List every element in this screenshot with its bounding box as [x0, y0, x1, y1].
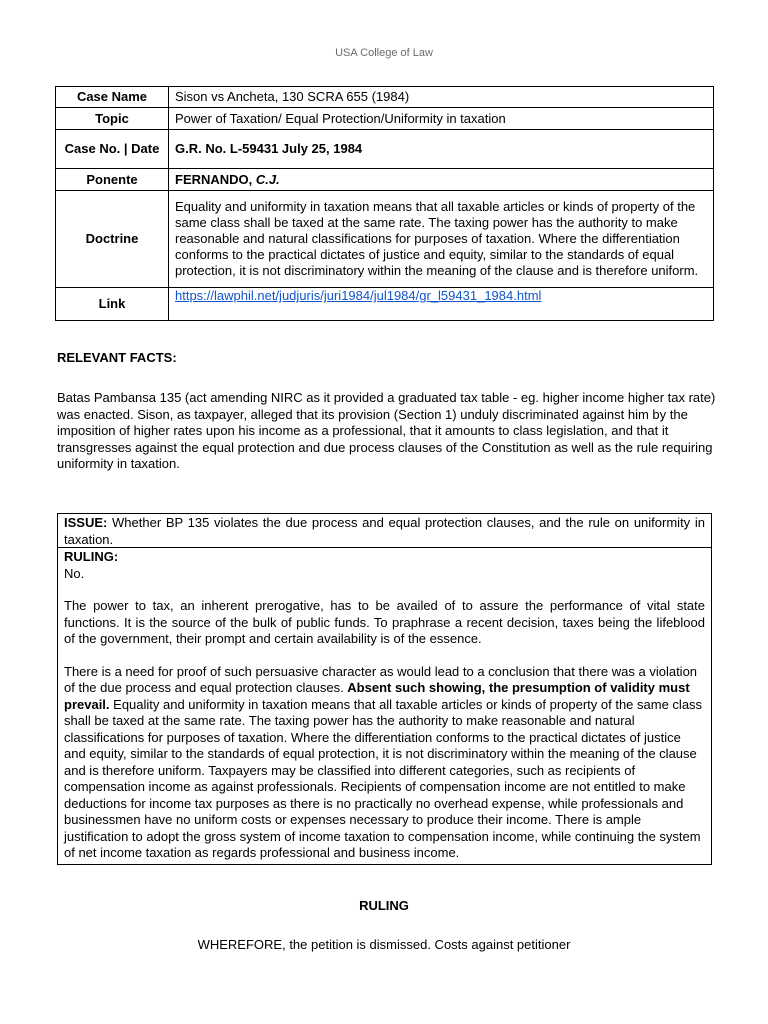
ponente-value	[169, 169, 714, 191]
case-no-row	[56, 130, 714, 169]
doctrine-value	[169, 191, 714, 288]
topic-value: Power of Taxation/ Equal Protection/Uniformity in taxation	[169, 108, 714, 130]
doctrine-text: Equality and uniformity in taxation means that all taxable articles or kinds of property of the same class shall be taxed at the same rate. The taxing power has the authority to make reasonable and natural classifications for purposes of taxation. Where the differentiation conforms to the practical dictates of justice and equity, similar to the standards of equal protection, it is not discriminatory within the meaning of the clause and is therefore uniform.	[175, 199, 699, 278]
ponente-row	[56, 169, 714, 191]
topic-label: Topic	[56, 108, 169, 130]
relevant-facts-heading: RELEVANT FACTS:	[57, 350, 177, 365]
ruling-short-answer: No.	[64, 565, 85, 581]
disposition-text: WHEREFORE, the petition is dismissed. Costs against petitioner	[197, 937, 571, 952]
case-name-row	[56, 87, 714, 108]
doctrine-label: Doctrine	[56, 191, 169, 288]
case-name-label: Case Name	[56, 87, 169, 108]
case-no-label: Case No. | Date	[56, 130, 169, 169]
case-summary-table	[55, 86, 714, 321]
ruling-paragraph-2	[64, 664, 705, 862]
ponente-name: FERNANDO,	[175, 171, 256, 187]
ruling-paragraph-2-start: There is a need for proof of such persuasive character as would lead to a conclusion that there was a violation of the due process and equal protection clauses.	[64, 663, 698, 695]
ruling-heading: RULING	[359, 898, 409, 913]
link-row	[56, 288, 714, 321]
case-link[interactable]: https://lawphil.net/judjuris/juri1984/jul1984/gr_l59431_1984.html	[175, 288, 542, 303]
case-no-value: G.R. No. L-59431 July 25, 1984	[169, 130, 714, 169]
ruling-paragraph-1: The power to tax, an inherent prerogative, has to be availed of to assure the performance of vital state functions. It is the source of the bulk of public funds. To praphrase a recent decision, taxes being the lifeblood of the government, their prompt and certain availability is of the essence.	[64, 598, 705, 646]
issue-section	[58, 514, 711, 548]
topic-row	[56, 108, 714, 130]
ponente-label: Ponente	[56, 169, 169, 191]
ruling-paragraph-2-bold: Absent such showing, the presumption of validity must prevail.	[64, 680, 690, 712]
issue-text: Whether BP 135 violates the due process and equal protection clauses, and the rule on uniformity in taxation.	[64, 515, 705, 547]
ruling-label: RULING:	[64, 549, 119, 564]
ruling-section	[58, 548, 711, 864]
relevant-facts-text: Batas Pambansa 135 (act amending NIRC as it provided a graduated tax table - eg. higher income higher tax rate) was enacted. Sison, as taxpayer, alleged that its provision (Section 1) unduly discriminated against him by the imposition of higher rates upon his income as a professional, that it amounts to class legislation, and that it transgresses against the equal protection and due process clauses of the Constitution as well as the rule requiring uniformity in taxation.	[57, 390, 716, 471]
ponente-title: C.J.	[255, 171, 280, 187]
issue-label: ISSUE:	[64, 515, 108, 530]
document-header: USA College of Law	[335, 47, 433, 59]
issue-ruling-box	[57, 513, 712, 865]
link-value	[169, 288, 714, 321]
link-label: Link	[56, 288, 169, 321]
case-name-value: Sison vs Ancheta, 130 SCRA 655 (1984)	[169, 87, 714, 108]
ruling-paragraph-2-rest: Equality and uniformity in taxation means that all taxable articles or kinds of property of the same class shall be taxed at the same rate. The taxing power has the authority to make reasonable and natural classifications for purposes of taxation. Where the differentiation conforms to the practical dictates of justice and equity, similar to the standards of equal protection, it is not discriminatory within the meaning of the clause and is therefore uniform. Taxpayers may be classified into different categories, such as recipients of compensation income as against professionals. Recipients of compensation income are not entitled to make deductions for income tax purposes as there is no practically no overhead expense, while professionals and businessmen have no uniform costs or expenses necessary to produce their income. There is ample justification to adopt the gross system of income taxation to compensation income, while continuing the system of net income taxation as regards professional and business income.	[64, 696, 703, 860]
doctrine-row	[56, 191, 714, 288]
